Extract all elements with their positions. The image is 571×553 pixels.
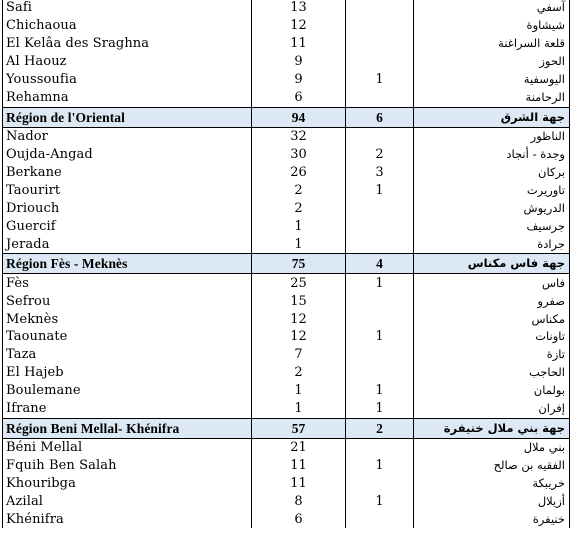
- secondary-count-cell: [346, 0, 414, 17]
- secondary-count-cell: 2: [346, 146, 414, 164]
- name-fr-cell: Béni Mellal: [3, 438, 252, 456]
- name-ar-cell: خريبكة: [414, 475, 570, 493]
- name-ar-cell: خنيفرة: [414, 510, 570, 528]
- count-cell: 57: [252, 418, 346, 438]
- name-ar-cell: بركان: [414, 164, 570, 182]
- count-cell: 12: [252, 328, 346, 346]
- table-body: [3, 0, 570, 528]
- secondary-count-cell: [346, 53, 414, 71]
- secondary-count-cell: [346, 310, 414, 328]
- province-row: [3, 35, 570, 53]
- name-ar-cell: جرادة: [414, 235, 570, 253]
- region-total-row: [3, 254, 570, 274]
- secondary-count-cell: 1: [346, 400, 414, 418]
- name-ar-cell: الرحامنة: [414, 89, 570, 107]
- name-ar-cell: شيشاوة: [414, 17, 570, 35]
- province-row: [3, 328, 570, 346]
- count-cell: 75: [252, 254, 346, 274]
- count-cell: 12: [252, 17, 346, 35]
- name-fr-cell: Ifrane: [3, 400, 252, 418]
- region-total-row: [3, 107, 570, 127]
- secondary-count-cell: [346, 364, 414, 382]
- count-cell: 6: [252, 89, 346, 107]
- count-cell: 30: [252, 146, 346, 164]
- province-row: [3, 127, 570, 145]
- count-cell: 25: [252, 274, 346, 292]
- count-cell: 2: [252, 181, 346, 199]
- name-ar-cell: جهة الشرق: [414, 107, 570, 127]
- secondary-count-cell: 1: [346, 382, 414, 400]
- name-fr-cell: Boulemane: [3, 382, 252, 400]
- count-cell: 9: [252, 53, 346, 71]
- count-cell: 1: [252, 382, 346, 400]
- count-cell: 1: [252, 235, 346, 253]
- province-row: [3, 310, 570, 328]
- name-fr-cell: Oujda-Angad: [3, 146, 252, 164]
- secondary-count-cell: [346, 89, 414, 107]
- name-ar-cell: آسفي: [414, 0, 570, 17]
- name-fr-cell: Région Fès - Meknès: [3, 254, 252, 274]
- name-ar-cell: أزيلال: [414, 493, 570, 511]
- count-cell: 13: [252, 0, 346, 17]
- name-ar-cell: تازة: [414, 346, 570, 364]
- province-row: [3, 475, 570, 493]
- name-fr-cell: Khénifra: [3, 510, 252, 528]
- province-row: [3, 457, 570, 475]
- province-row: [3, 53, 570, 71]
- count-cell: 1: [252, 400, 346, 418]
- province-row: [3, 493, 570, 511]
- name-fr-cell: Chichaoua: [3, 17, 252, 35]
- secondary-count-cell: 4: [346, 254, 414, 274]
- name-ar-cell: جرسيف: [414, 217, 570, 235]
- name-ar-cell: الناظور: [414, 127, 570, 145]
- secondary-count-cell: [346, 217, 414, 235]
- count-cell: 7: [252, 346, 346, 364]
- count-cell: 12: [252, 310, 346, 328]
- province-row: [3, 510, 570, 528]
- count-cell: 2: [252, 199, 346, 217]
- count-cell: 11: [252, 475, 346, 493]
- name-fr-cell: Région Beni Mellal- Khénifra: [3, 418, 252, 438]
- name-fr-cell: Taounate: [3, 328, 252, 346]
- secondary-count-cell: [346, 510, 414, 528]
- count-cell: 11: [252, 457, 346, 475]
- secondary-count-cell: [346, 35, 414, 53]
- count-cell: 15: [252, 292, 346, 310]
- province-row: [3, 181, 570, 199]
- province-row: [3, 0, 570, 17]
- count-cell: 2: [252, 364, 346, 382]
- province-row: [3, 164, 570, 182]
- name-fr-cell: Azilal: [3, 493, 252, 511]
- secondary-count-cell: 2: [346, 418, 414, 438]
- name-fr-cell: Jerada: [3, 235, 252, 253]
- province-row: [3, 346, 570, 364]
- secondary-count-cell: 1: [346, 493, 414, 511]
- secondary-count-cell: [346, 127, 414, 145]
- secondary-count-cell: 1: [346, 274, 414, 292]
- name-ar-cell: مكناس: [414, 310, 570, 328]
- province-row: [3, 364, 570, 382]
- name-ar-cell: الحاجب: [414, 364, 570, 382]
- name-ar-cell: الفقيه بن صالح: [414, 457, 570, 475]
- region-province-table: [2, 0, 570, 528]
- name-ar-cell: اليوسفية: [414, 71, 570, 89]
- name-ar-cell: إفران: [414, 400, 570, 418]
- name-ar-cell: جهة بني ملال خنيفرة: [414, 418, 570, 438]
- region-total-row: [3, 418, 570, 438]
- name-ar-cell: جهة فاس مكناس: [414, 254, 570, 274]
- name-fr-cell: Région de l'Oriental: [3, 107, 252, 127]
- name-ar-cell: فاس: [414, 274, 570, 292]
- name-fr-cell: Nador: [3, 127, 252, 145]
- province-row: [3, 438, 570, 456]
- count-cell: 94: [252, 107, 346, 127]
- name-fr-cell: Meknès: [3, 310, 252, 328]
- name-fr-cell: Driouch: [3, 199, 252, 217]
- count-cell: 32: [252, 127, 346, 145]
- name-ar-cell: الحوز: [414, 53, 570, 71]
- name-ar-cell: قلعة السراغنة: [414, 35, 570, 53]
- count-cell: 26: [252, 164, 346, 182]
- name-fr-cell: Taza: [3, 346, 252, 364]
- count-cell: 6: [252, 510, 346, 528]
- count-cell: 11: [252, 35, 346, 53]
- name-ar-cell: بني ملال: [414, 438, 570, 456]
- count-cell: 9: [252, 71, 346, 89]
- name-ar-cell: الدريوش: [414, 199, 570, 217]
- name-fr-cell: Taourirt: [3, 181, 252, 199]
- count-cell: 1: [252, 217, 346, 235]
- name-fr-cell: Guercif: [3, 217, 252, 235]
- province-row: [3, 89, 570, 107]
- province-row: [3, 235, 570, 253]
- count-cell: 21: [252, 438, 346, 456]
- name-ar-cell: صفرو: [414, 292, 570, 310]
- name-fr-cell: Berkane: [3, 164, 252, 182]
- name-ar-cell: بولمان: [414, 382, 570, 400]
- name-fr-cell: Rehamna: [3, 89, 252, 107]
- province-row: [3, 400, 570, 418]
- secondary-count-cell: [346, 346, 414, 364]
- province-row: [3, 17, 570, 35]
- name-fr-cell: El Hajeb: [3, 364, 252, 382]
- name-fr-cell: El Kelâa des Sraghna: [3, 35, 252, 53]
- secondary-count-cell: [346, 475, 414, 493]
- secondary-count-cell: [346, 17, 414, 35]
- name-fr-cell: Youssoufia: [3, 71, 252, 89]
- secondary-count-cell: 1: [346, 181, 414, 199]
- name-ar-cell: وجدة - أنجاد: [414, 146, 570, 164]
- province-row: [3, 292, 570, 310]
- secondary-count-cell: 1: [346, 457, 414, 475]
- province-row: [3, 71, 570, 89]
- name-fr-cell: Khouribga: [3, 475, 252, 493]
- secondary-count-cell: [346, 199, 414, 217]
- secondary-count-cell: 1: [346, 328, 414, 346]
- name-fr-cell: Fquih Ben Salah: [3, 457, 252, 475]
- province-row: [3, 199, 570, 217]
- province-row: [3, 217, 570, 235]
- province-row: [3, 146, 570, 164]
- secondary-count-cell: [346, 235, 414, 253]
- secondary-count-cell: [346, 438, 414, 456]
- name-ar-cell: تاوريرت: [414, 181, 570, 199]
- name-fr-cell: Al Haouz: [3, 53, 252, 71]
- name-fr-cell: Fès: [3, 274, 252, 292]
- province-row: [3, 274, 570, 292]
- count-cell: 8: [252, 493, 346, 511]
- province-row: [3, 382, 570, 400]
- secondary-count-cell: 1: [346, 71, 414, 89]
- secondary-count-cell: [346, 292, 414, 310]
- secondary-count-cell: 6: [346, 107, 414, 127]
- secondary-count-cell: 3: [346, 164, 414, 182]
- name-fr-cell: Sefrou: [3, 292, 252, 310]
- name-ar-cell: تاونات: [414, 328, 570, 346]
- name-fr-cell: Safi: [3, 0, 252, 17]
